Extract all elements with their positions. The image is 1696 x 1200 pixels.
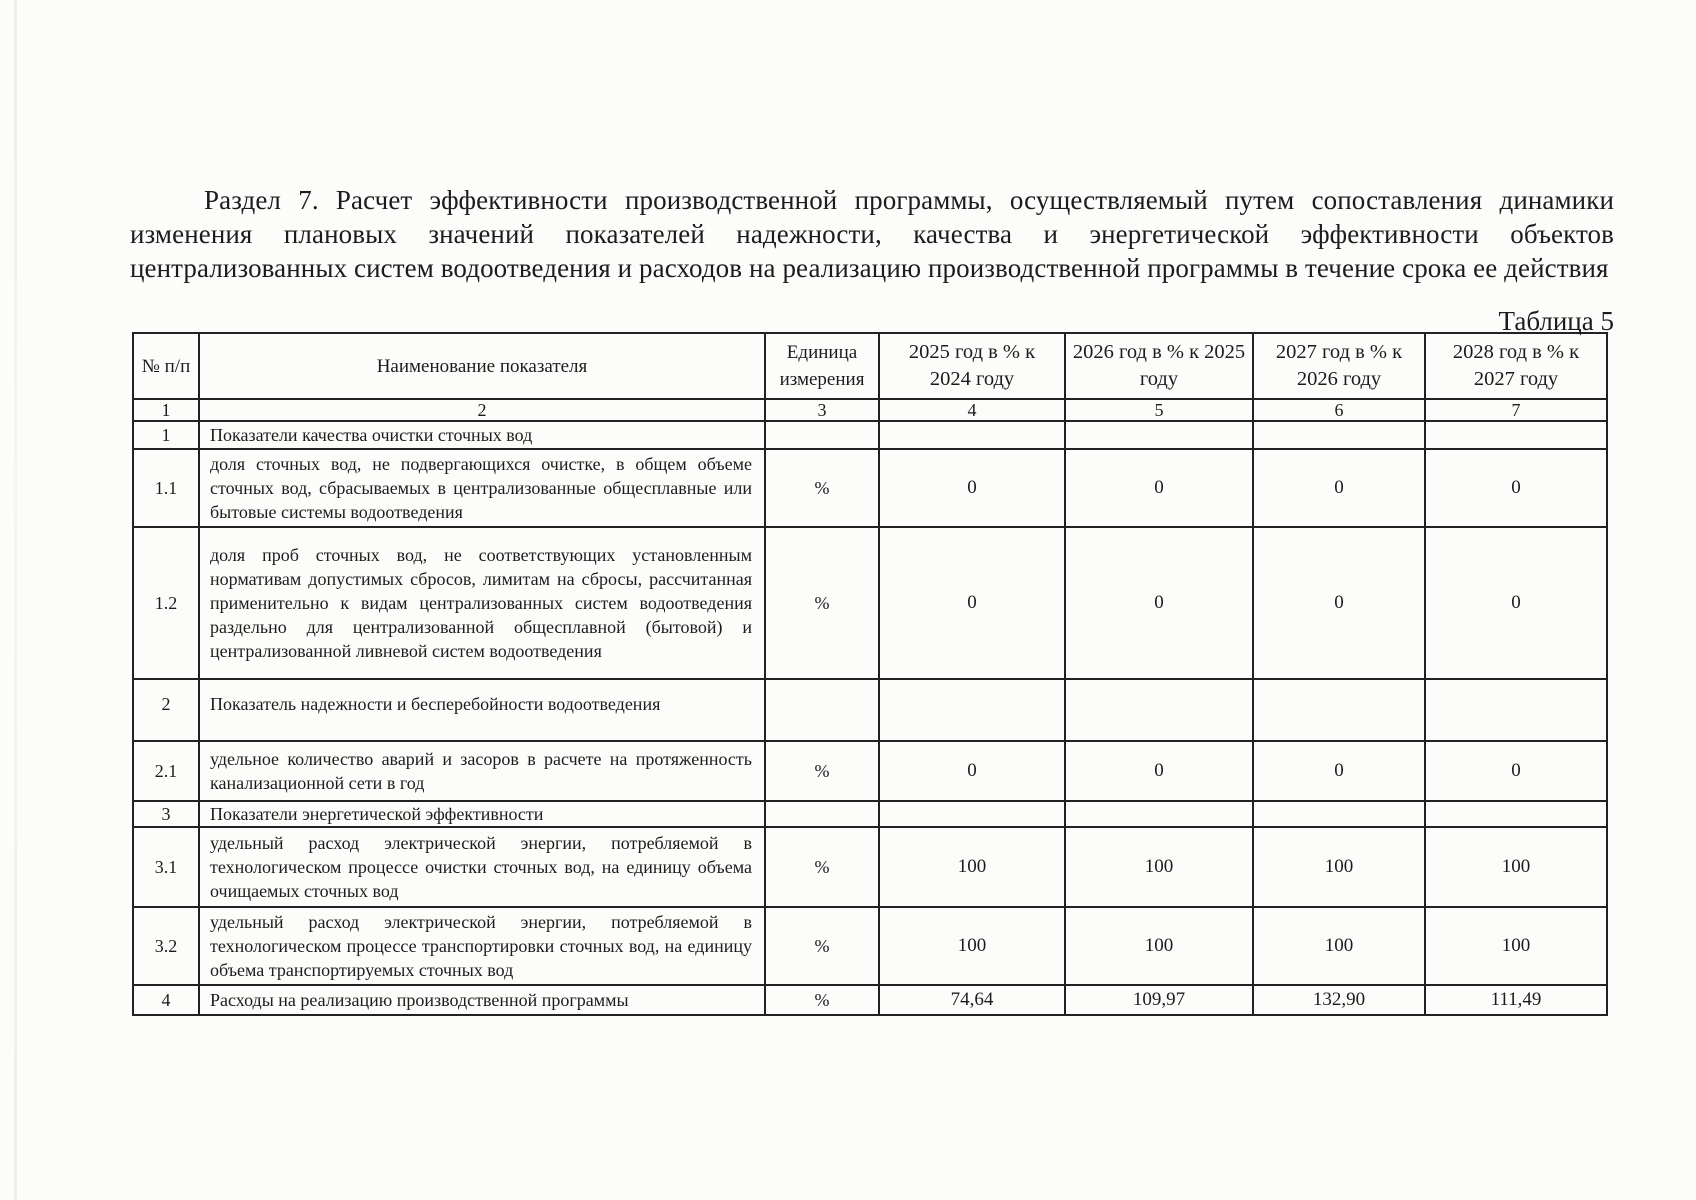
table-row: [133, 679, 1607, 741]
unit-cell: %: [765, 827, 879, 907]
value-2025: 74,64: [879, 985, 1065, 1015]
value-2028: [1425, 801, 1607, 827]
value-2026: [1065, 801, 1253, 827]
value-2028: 0: [1425, 527, 1607, 679]
value-2027: [1253, 679, 1425, 741]
table-row: [133, 527, 1607, 679]
value-2025: 0: [879, 741, 1065, 801]
value-2025: [879, 679, 1065, 741]
row-number: 3.2: [133, 907, 199, 985]
value-2028: 0: [1425, 449, 1607, 527]
row-number: 1.1: [133, 449, 199, 527]
row-number: 3.1: [133, 827, 199, 907]
row-number: 3: [133, 801, 199, 827]
indicator-name: доля проб сточных вод, не соответствующих установленным нормативам допустимых сбросов, лимитам на сбросы, рассчитанная применительно к видам централизованных систем водоотведения раздельно для централизованной общесплавной (бытовой) и централизованной ливневой систем водоотведения: [199, 527, 765, 679]
row-number: 4: [133, 985, 199, 1015]
value-2026: 109,97: [1065, 985, 1253, 1015]
header-num: № п/п: [133, 333, 199, 399]
header-2026: 2026 год в % к 2025 году: [1065, 333, 1253, 399]
row-number: 1.2: [133, 527, 199, 679]
table-row: [133, 907, 1607, 985]
header-2025: 2025 год в % к 2024 году: [879, 333, 1065, 399]
table-row: [133, 449, 1607, 527]
column-number: 5: [1065, 399, 1253, 421]
value-2027: [1253, 801, 1425, 827]
header-name: Наименование показателя: [199, 333, 765, 399]
table-row: [133, 421, 1607, 449]
column-number: 2: [199, 399, 765, 421]
column-number: 1: [133, 399, 199, 421]
value-2028: 100: [1425, 907, 1607, 985]
value-2025: [879, 801, 1065, 827]
indicator-name: Расходы на реализацию производственной программы: [199, 985, 765, 1015]
row-number: 2: [133, 679, 199, 741]
indicator-name: Показатели энергетической эффективности: [199, 801, 765, 827]
table-row: [133, 985, 1607, 1015]
value-2027: [1253, 421, 1425, 449]
value-2028: 100: [1425, 827, 1607, 907]
value-2028: 111,49: [1425, 985, 1607, 1015]
unit-cell: %: [765, 449, 879, 527]
unit-cell: [765, 679, 879, 741]
indicator-name: Показатель надежности и бесперебойности водоотведения: [199, 679, 765, 741]
indicator-name: удельный расход электрической энергии, потребляемой в технологическом процессе очистки сточных вод, на единицу объема очищаемых сточных вод: [199, 827, 765, 907]
value-2027: 0: [1253, 741, 1425, 801]
value-2026: 100: [1065, 907, 1253, 985]
unit-cell: [765, 801, 879, 827]
efficiency-table: [132, 332, 1608, 1016]
value-2025: 0: [879, 527, 1065, 679]
column-number-row: [133, 399, 1607, 421]
table-row: [133, 801, 1607, 827]
header-2027: 2027 год в % к 2026 году: [1253, 333, 1425, 399]
value-2025: 0: [879, 449, 1065, 527]
section-heading: Раздел 7. Расчет эффективности производственной программы, осуществляемый путем сопоставления динамики изменения плановых значений показателей надежности, качества и энергетической эффективности объектов централизованных систем водоотведения и расходов на реализацию производственной программы в течение срока ее действия: [130, 185, 1614, 283]
value-2026: [1065, 679, 1253, 741]
header-2028: 2028 год в % к 2027 году: [1425, 333, 1607, 399]
column-number: 6: [1253, 399, 1425, 421]
value-2027: 132,90: [1253, 985, 1425, 1015]
value-2027: 0: [1253, 527, 1425, 679]
indicator-name: доля сточных вод, не подвергающихся очистке, в общем объеме сточных вод, сбрасываемых в централизованные общесплавные или бытовые системы водоотведения: [199, 449, 765, 527]
value-2028: [1425, 421, 1607, 449]
indicator-name: Показатели качества очистки сточных вод: [199, 421, 765, 449]
row-number: 1: [133, 421, 199, 449]
scan-edge: [14, 0, 17, 1200]
value-2028: [1425, 679, 1607, 741]
value-2025: 100: [879, 827, 1065, 907]
unit-cell: %: [765, 741, 879, 801]
unit-cell: [765, 421, 879, 449]
column-number: 4: [879, 399, 1065, 421]
unit-cell: %: [765, 527, 879, 679]
value-2026: 100: [1065, 827, 1253, 907]
header-unit: Единица измерения: [765, 333, 879, 399]
unit-cell: %: [765, 985, 879, 1015]
value-2026: 0: [1065, 741, 1253, 801]
column-number: 7: [1425, 399, 1607, 421]
value-2027: 100: [1253, 827, 1425, 907]
value-2025: 100: [879, 907, 1065, 985]
table-row: [133, 827, 1607, 907]
indicator-name: удельное количество аварий и засоров в расчете на протяженность канализационной сети в год: [199, 741, 765, 801]
column-number: 3: [765, 399, 879, 421]
value-2026: [1065, 421, 1253, 449]
table-caption: Таблица 5: [1498, 306, 1614, 336]
value-2026: 0: [1065, 527, 1253, 679]
value-2027: 0: [1253, 449, 1425, 527]
header-row: [133, 333, 1607, 399]
row-number: 2.1: [133, 741, 199, 801]
value-2027: 100: [1253, 907, 1425, 985]
indicator-name: удельный расход электрической энергии, потребляемой в технологическом процессе транспортировки сточных вод, на единицу объема транспортируемых сточных вод: [199, 907, 765, 985]
table-row: [133, 741, 1607, 801]
value-2026: 0: [1065, 449, 1253, 527]
value-2025: [879, 421, 1065, 449]
value-2028: 0: [1425, 741, 1607, 801]
unit-cell: %: [765, 907, 879, 985]
